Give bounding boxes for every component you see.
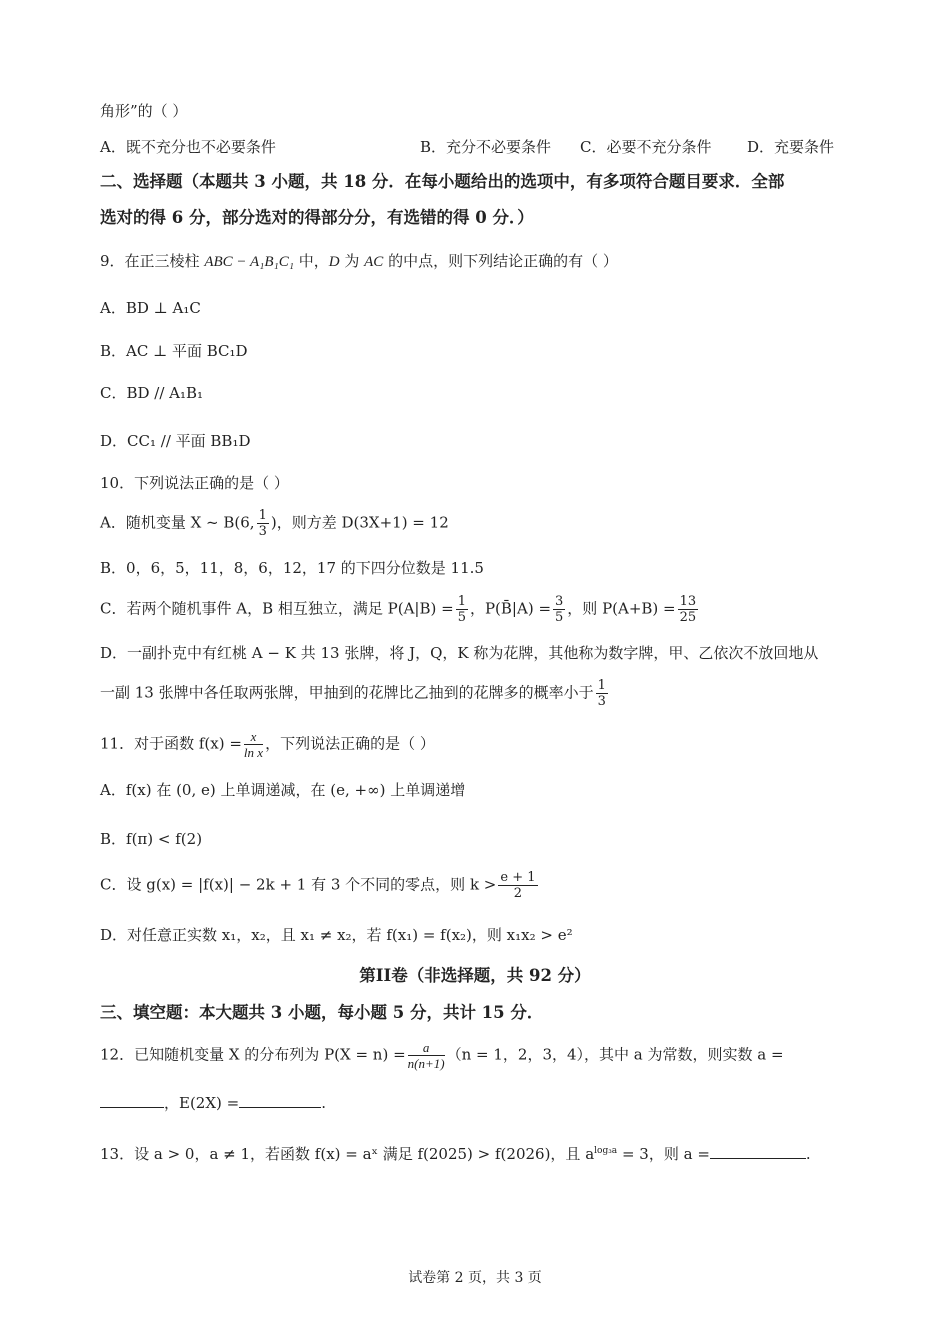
fraction-denominator: 5 [555,610,564,625]
fraction-numerator: a [408,1040,445,1056]
q11-option-c [100,870,540,901]
q9-option-a: A．BD ⊥ A₁C [100,299,201,317]
q10-option-c [100,594,700,625]
fraction [678,594,699,625]
q11-c-text: C．设 g(x) = |f(x)| − 2k + 1 有 3 个不同的零点，则 k > [100,875,497,894]
q12-text: . [321,1094,326,1112]
q11-option-d: D．对任意正实数 x₁，x₂，且 x₁ ≠ x₂，若 f(x₁) = f(x₂)，则 x₁x₂ > e² [100,926,573,944]
part2-title: 第II卷（非选择题，共 92 分） [359,966,591,985]
q11-option-b: B．f(π) < f(2) [100,830,203,848]
q8-option-d: D．充要条件 [747,138,835,156]
q8-tail: 角形”的（ ） [100,102,188,120]
fraction-numerator: 1 [258,508,267,523]
q9-stem [100,251,618,272]
q11-stem-text: 11．对于函数 f(x) = [100,734,242,753]
fraction-numerator: e + 1 [500,870,536,885]
section2-heading-line1: 二、选择题（本题共 3 小题，共 18 分．在每小题给出的选项中，有多项符合题目要求．全部 [100,172,785,191]
q9-stem-math: AC [364,254,384,270]
q10-c-text: C．若两个随机事件 A，B 相互独立，满足 P(A|B) = [100,599,454,618]
fraction-denominator: 5 [457,610,466,625]
q11-option-a: A．f(x) 在 (0, e) 上单调递减，在 (e, +∞) 上单调递增 [100,781,466,799]
q9-stem-part: 的中点，则下列结论正确的有（ ） [383,252,618,270]
q10-c-text: ，则 P(A+B) = [567,599,676,618]
q9-option-d: D．CC₁ // 平面 BB₁D [100,432,251,450]
q10-a-text: A．随机变量 X ~ B(6, [100,513,255,532]
fraction-denominator: 3 [597,694,606,709]
fraction [456,594,468,625]
answer-blank[interactable] [239,1093,321,1108]
q8-option-c: C．必要不充分条件 [580,138,712,156]
q12-line1 [100,1040,784,1071]
q12-text: 12．已知随机变量 X 的分布列为 P(X = n) = [100,1045,406,1064]
answer-blank[interactable] [710,1144,806,1159]
fraction [498,870,537,901]
fraction-denominator: n(n+1) [407,1056,445,1071]
q11-stem [100,729,435,760]
q10-c-text: ，P(B̄|A) = [469,599,552,618]
fraction-denominator: 3 [258,524,267,539]
q12-text: （n = 1，2，3，4），其中 a 为常数，则实数 a = [446,1045,784,1064]
q13-text: = 3，则 a = [617,1145,710,1163]
section2-heading-line2: 选对的得 6 分，部分选对的得部分分，有选错的得 0 分．） [100,208,534,227]
q13-text: 13．设 a > 0，a ≠ 1，若函数 f(x) = aˣ 满足 f(2025) > f(2026)，且 a [100,1145,595,1163]
q9-stem-part: 为 [339,252,365,270]
section3-heading: 三、填空题：本大题共 3 小题，每小题 5 分，共计 15 分． [100,1003,544,1022]
q10-stem: 10．下列说法正确的是（ ） [100,474,289,492]
q8-option-a: A．既不充分也不必要条件 [100,138,276,156]
page-footer: 试卷第 2 页，共 3 页 [408,1270,542,1286]
fraction [244,729,263,760]
q9-option-c: C．BD // A₁B₁ [100,384,204,402]
q9-option-b: B．AC ⊥ 平面 BC₁D [100,342,248,360]
q8-option-b: B．充分不必要条件 [420,138,552,156]
q13 [100,1141,811,1164]
fraction [596,678,608,709]
fraction-numerator: 1 [457,594,466,609]
q10-option-d-line1: D．一副扑克中有红桃 A − K 共 13 张牌，将 J，Q，K 称为花牌，其他称为数字牌，甲、乙依次不放回地从 [100,644,819,662]
fraction-denominator: ln x [243,745,264,760]
fraction [553,594,565,625]
q10-option-b: B．0，6，5，11，8，6，12，17 的下四分位数是 11.5 [100,559,484,577]
q9-stem-part: 9．在正三棱柱 [100,252,205,270]
q9-stem-math: D [328,254,340,270]
q10-option-a [100,508,449,539]
fraction-numerator: 3 [555,594,564,609]
answer-blank[interactable] [100,1093,164,1108]
fraction-numerator: x [244,729,263,745]
q10-option-d-line2 [100,678,610,709]
q11-stem-text: ，下列说法正确的是（ ） [265,734,435,753]
fraction-denominator: 2 [513,886,523,901]
fraction-numerator: 1 [597,678,606,693]
q12-line2 [100,1093,326,1113]
fraction [257,508,269,539]
q9-stem-part: 中， [293,252,329,270]
q10-a-text: )，则方差 D(3X+1) = 12 [270,513,449,532]
q13-exponent: log₃a [594,1146,618,1156]
fraction-numerator: 13 [679,594,697,609]
fraction [408,1040,445,1071]
fraction-denominator: 25 [679,610,697,625]
q9-stem-math: ABC − A₁B₁C₁ [204,254,294,270]
q10-d-text: 一副 13 张牌中各任取两张牌，甲抽到的花牌比乙抽到的花牌多的概率小于 [100,683,594,702]
q12-text: ，E(2X) = [164,1094,240,1112]
q13-text: . [805,1145,811,1163]
